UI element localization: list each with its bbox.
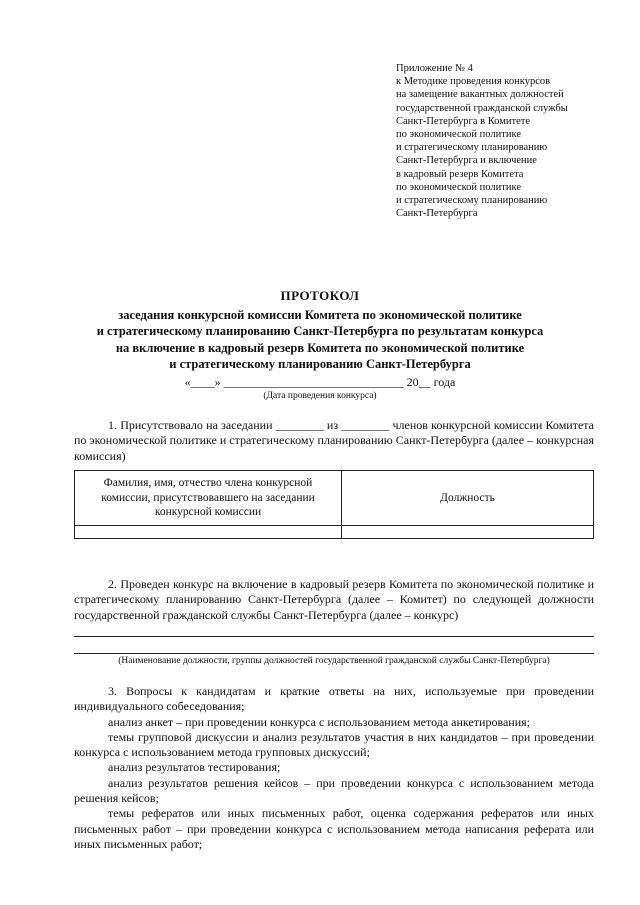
title-line: и стратегическому планированию Санкт-Петербурга по результатам конкурса — [96, 324, 544, 338]
appendix-line: на замещение вакантных должностей — [396, 89, 564, 101]
title-line: заседания конкурсной комиссии Комитета по экономической политике — [118, 307, 522, 322]
title-line: на включение в кадровый резерв Комитета по экономической политике — [115, 340, 525, 355]
appendix-line: по экономической политике — [396, 181, 521, 193]
appendix-block — [396, 62, 568, 220]
section-3-line: 3. Вопросы к кандидатам и краткие ответы на них, используемые при проведении индивидуального собеседования; — [74, 684, 594, 714]
document-title — [40, 288, 600, 373]
table-header-position: Должность — [342, 471, 594, 526]
section-3-line: анализ результатов решения кейсов – при проведении конкурса с использованием метода решения кейсов; — [74, 775, 594, 806]
members-table — [74, 470, 594, 539]
section-2-text: 2. Проведен конкурс на включение в кадровый резерв Комитета по экономической политике и стратегическому планированию Санкт-Петербурга (далее – Комитет) по следующей должности государственной гражданской службы Санкт-Петербурга (далее – конкурс) — [74, 577, 594, 622]
table-header-fio: Фамилия, имя, отчество члена конкурсной комиссии, присутствовавшего на заседании конкурсной комиссии — [75, 471, 342, 526]
appendix-line: Приложение № 4 — [396, 63, 473, 74]
section-3-line: темы рефератов или иных письменных работ, оценка содержания рефератов или иных письменных работ – при проведении конкурса с использованием метода написания реферата или иных письменных работ; — [74, 806, 594, 851]
section-3-line: анализ результатов тестирования; — [108, 760, 281, 775]
fill-line — [74, 653, 594, 654]
appendix-line: и стратегическому планированию — [396, 142, 548, 154]
section-3-line: темы групповой дискуссии и анализ результатов участия в них кандидатов – при проведении конкурса с использованием метода групповых дискуссий; — [74, 729, 594, 760]
position-caption: (Наименование должности, группы должностей государственной гражданской службы Санкт-Петербурга) — [118, 656, 550, 666]
title-line: и стратегическому планированию Санкт-Петербурга — [169, 357, 471, 371]
section-1-text: 1. Присутствовало на заседании ________ из ________ членов конкурсной комиссии Комитета по экономической политике и стратегическому планированию Санкт-Петербурга (далее – конкурсная комиссия) — [74, 418, 594, 463]
appendix-line: по экономической политике — [396, 129, 521, 141]
appendix-line: в кадровый резерв Комитета — [396, 168, 524, 180]
title-heading: ПРОТОКОЛ — [280, 288, 360, 303]
appendix-line: Санкт-Петербурга — [396, 208, 478, 220]
appendix-line: Санкт-Петербурга в Комитете — [396, 115, 530, 127]
appendix-line: государственной гражданской службы — [396, 102, 568, 114]
date-caption: (Дата проведения конкурса) — [263, 391, 377, 401]
date-line: «____» ______________________________ 20__ года — [184, 375, 456, 389]
table-row — [75, 525, 594, 538]
table-header-row — [75, 471, 594, 526]
appendix-line: Санкт-Петербурга и включение — [396, 155, 537, 167]
table-cell — [75, 525, 342, 538]
section-3 — [74, 684, 594, 852]
appendix-line: к Методике проведения конкурсов — [396, 76, 551, 88]
section-3-line: анализ анкет – при проведении конкурса с использованием метода анкетирования; — [108, 714, 530, 729]
appendix-line: и стратегическому планированию — [396, 195, 548, 207]
table-cell — [342, 525, 594, 538]
fill-line — [74, 636, 594, 637]
